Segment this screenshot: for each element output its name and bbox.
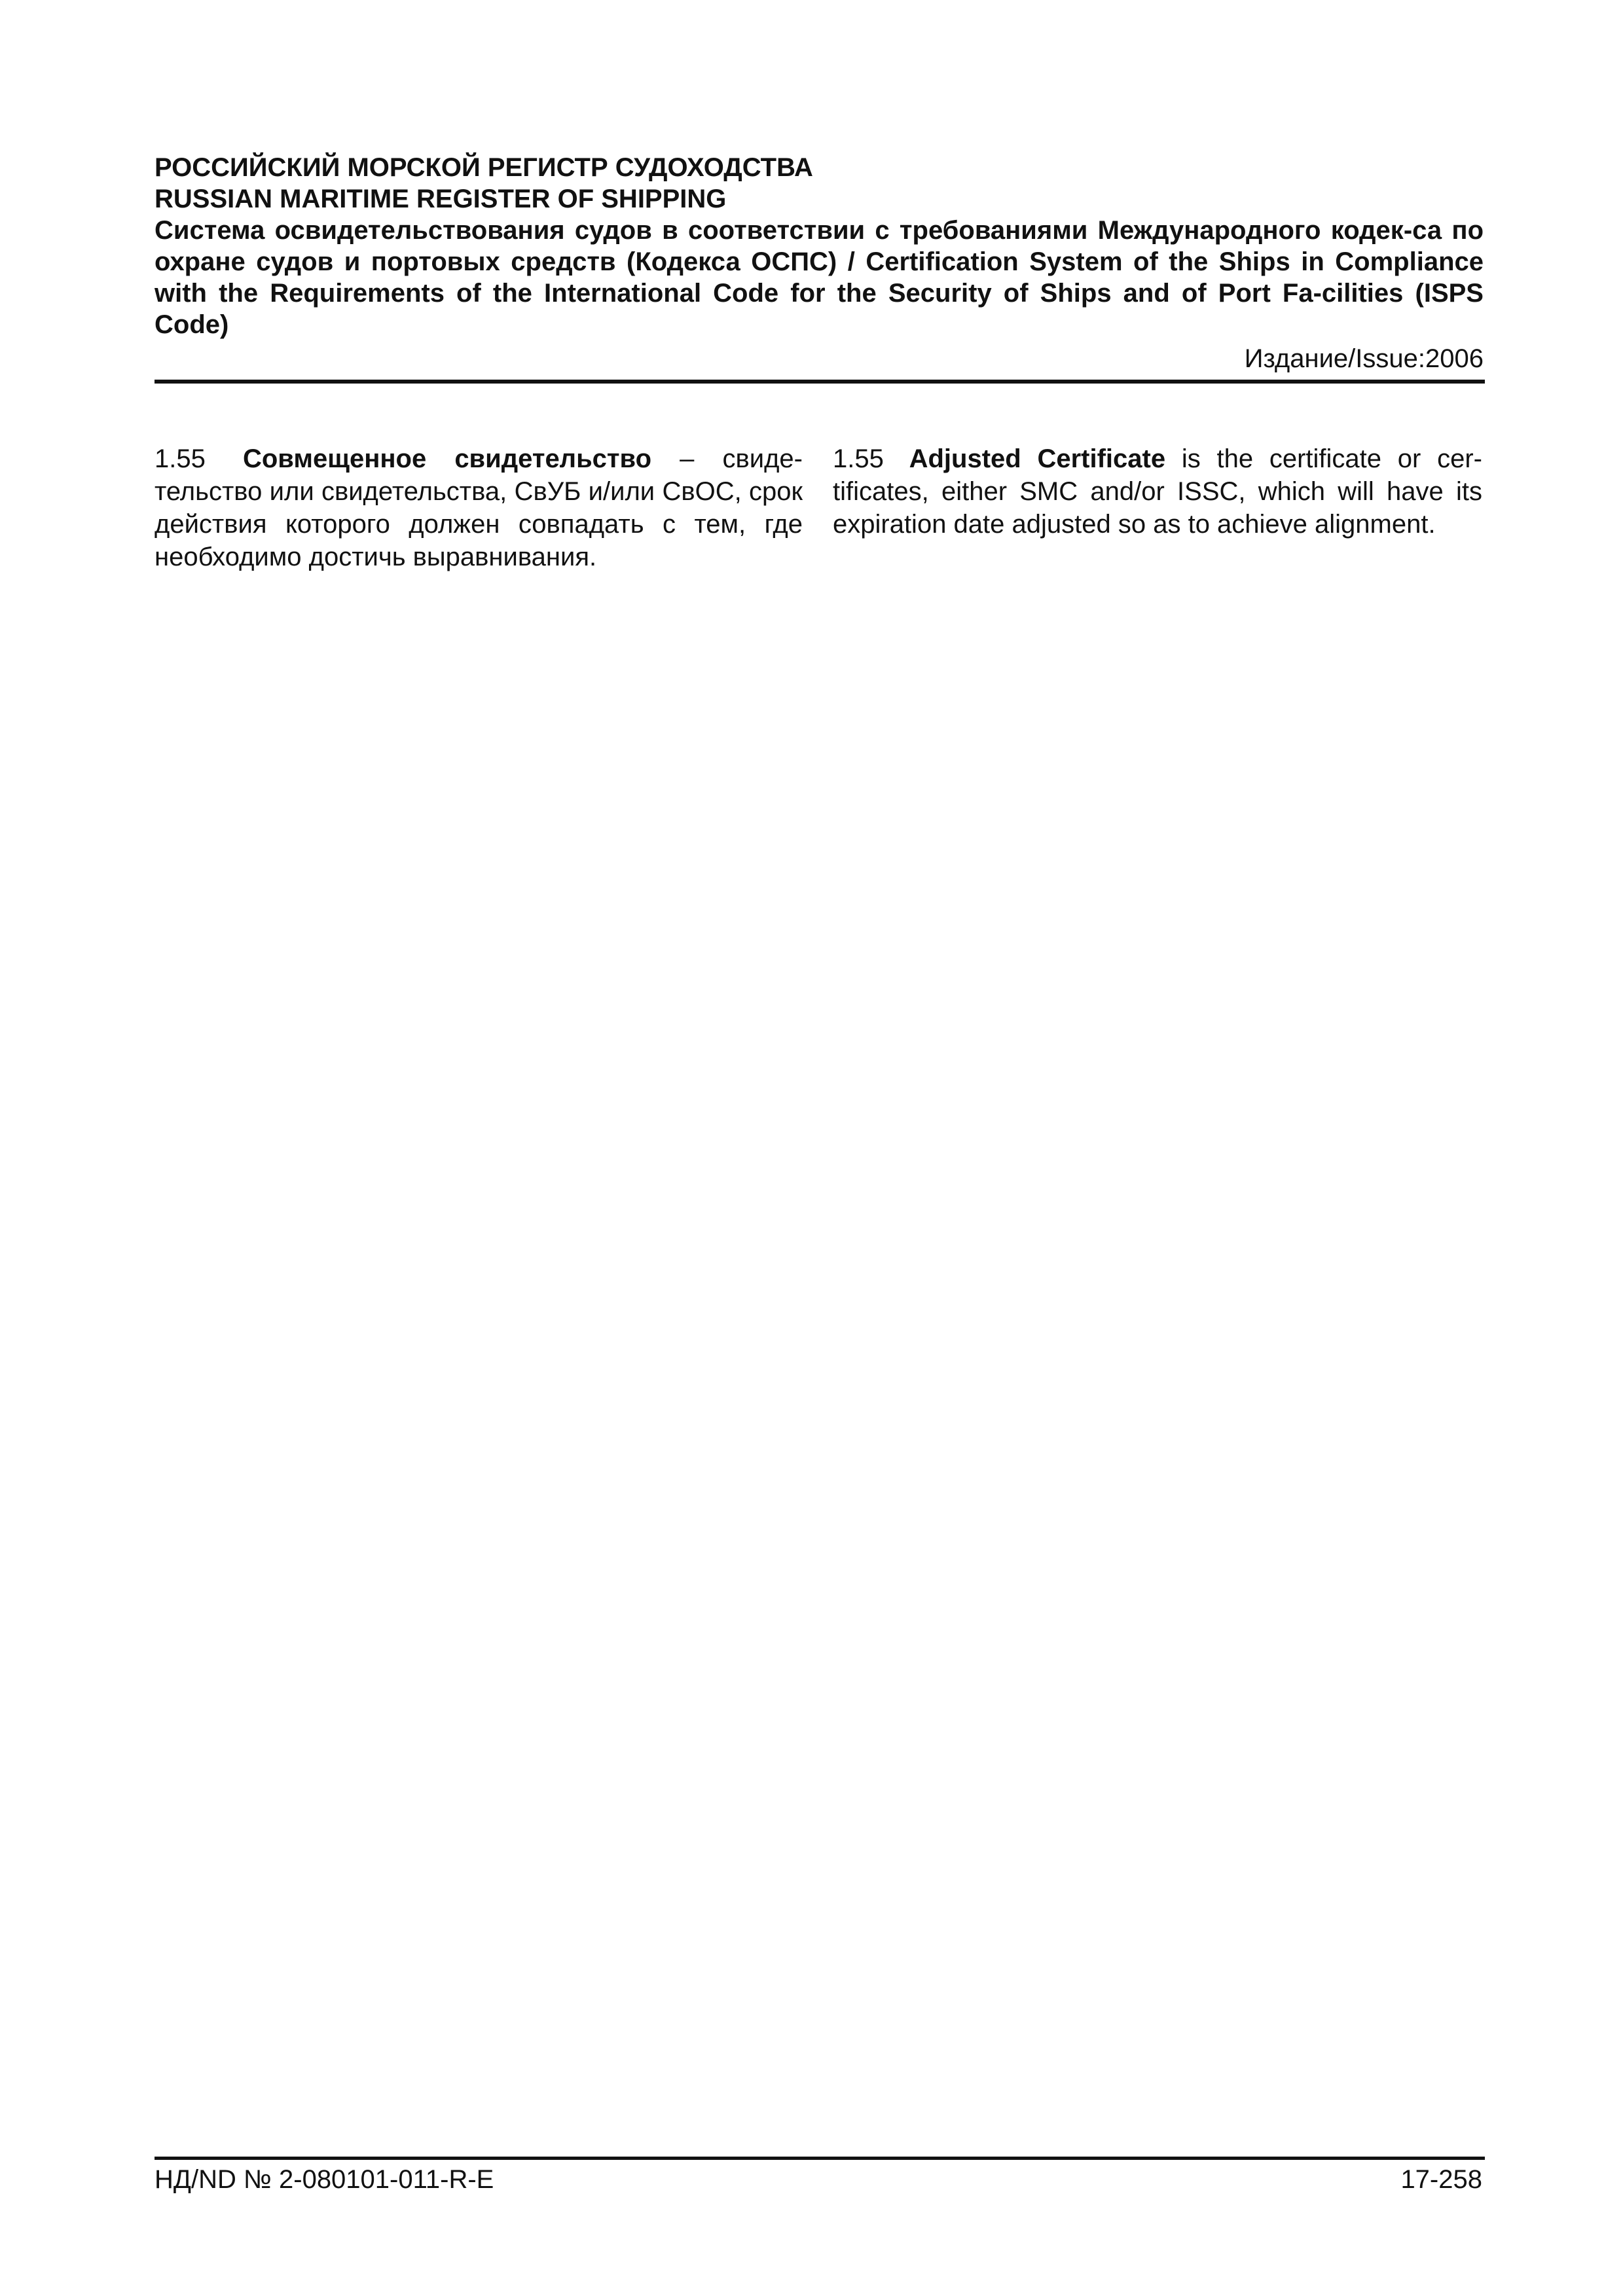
definition-paragraph-en (833, 442, 1482, 541)
definition-text-en: is the certificate or cer-tificates, either SMC and/or ISSC, which will have its expiration date adjusted so as to achieve alignment. (833, 444, 1482, 539)
definition-text-ru: – свиде-тельство или свидетельства, СвУБ и/или СвОС, срок действия которого должен совпадать с тем, где необходимо достичь выравнивания. (155, 444, 803, 571)
footer-divider (155, 2157, 1485, 2160)
defined-term-en: Adjusted Certificate (909, 444, 1166, 473)
definition-paragraph-ru (155, 442, 803, 573)
page-number: 17-258 (1400, 2165, 1482, 2194)
issue-label: Издание/Issue:2006 (1244, 344, 1484, 373)
document-system-title: Система освидетельствования судов в соответствии с требованиями Международного кодек-са по охране судов и портовых средств (Кодекса ОСПС) / Certification System of the Ships in Compliance with the Requirements of the International Code for the Security of Ships and of Port Fa-cilities (ISPS Code) (155, 216, 1484, 339)
organization-name-en: RUSSIAN MARITIME REGISTER OF SHIPPING (155, 185, 727, 213)
document-number: НД/ND № 2-080101-011-R-E (155, 2165, 494, 2194)
page-header (155, 152, 1484, 374)
clause-number-ru: 1.55 (155, 444, 206, 473)
defined-term-ru: Совмещенное свидетельство (242, 444, 652, 473)
header-divider (155, 380, 1485, 384)
organization-name-ru: РОССИЙСКИЙ МОРСКОЙ РЕГИСТР СУДОХОДСТВА (155, 153, 813, 182)
clause-number-en: 1.55 (833, 444, 884, 473)
